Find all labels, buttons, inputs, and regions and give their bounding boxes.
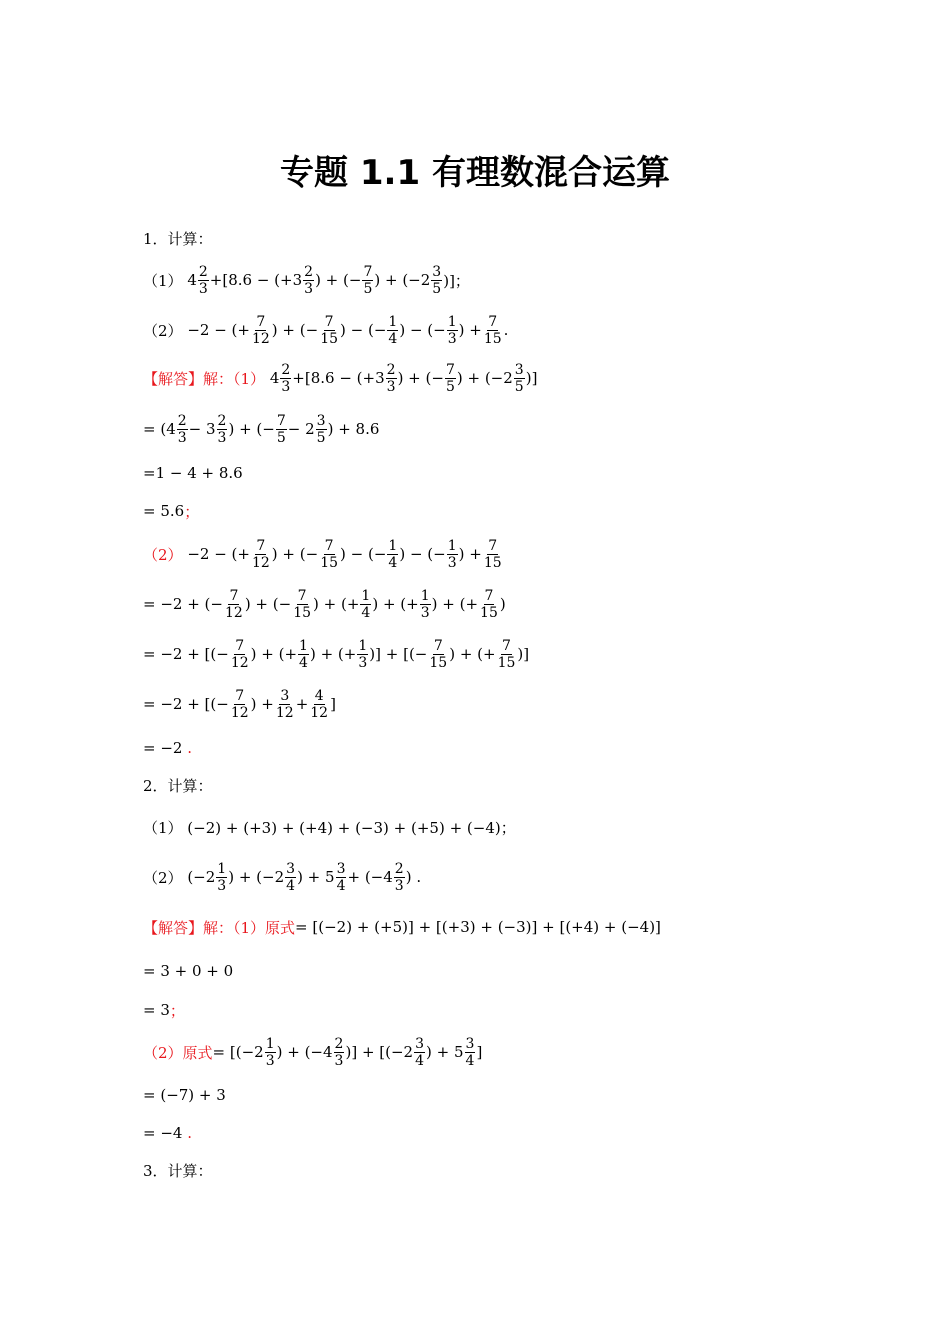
numerator: 3 bbox=[336, 860, 346, 877]
text: ) + (+ bbox=[431, 595, 479, 613]
denominator: 4 bbox=[415, 1052, 425, 1069]
fraction bbox=[224, 588, 244, 621]
denominator: 15 bbox=[320, 330, 339, 347]
numerator: 3 bbox=[514, 361, 524, 378]
denominator: 5 bbox=[363, 280, 373, 297]
denominator: 3 bbox=[304, 280, 314, 297]
text: (−2 bbox=[187, 868, 216, 886]
text: ) + (+ bbox=[250, 645, 298, 663]
fraction bbox=[483, 314, 503, 347]
denominator: 3 bbox=[358, 654, 368, 671]
text: − 2 bbox=[287, 420, 315, 438]
fraction bbox=[292, 588, 312, 621]
numerator: 7 bbox=[324, 313, 334, 330]
numerator: 7 bbox=[324, 537, 334, 554]
part-index: （2）原式 bbox=[143, 1043, 213, 1062]
numerator: 3 bbox=[415, 1035, 425, 1052]
text: = −2 + [(− bbox=[143, 695, 229, 713]
fraction bbox=[309, 688, 329, 721]
denominator: 4 bbox=[299, 654, 308, 671]
denominator: 4 bbox=[286, 877, 296, 894]
numerator: 2 bbox=[394, 860, 404, 877]
text: ) − (− bbox=[399, 321, 446, 339]
fraction bbox=[303, 264, 314, 297]
q1-label: 1．计算： bbox=[143, 229, 213, 248]
denominator: 3 bbox=[447, 554, 457, 571]
fraction bbox=[276, 413, 287, 446]
numerator: 7 bbox=[488, 313, 498, 330]
fraction bbox=[360, 588, 371, 621]
fraction bbox=[216, 861, 227, 894]
denominator: 3 bbox=[386, 378, 396, 395]
text: )] + [(− bbox=[369, 645, 428, 663]
numerator: 2 bbox=[217, 412, 227, 429]
part-index: （2） bbox=[143, 545, 183, 564]
denominator: 4 bbox=[361, 604, 371, 621]
text: + bbox=[295, 695, 309, 713]
fraction bbox=[387, 538, 398, 571]
a2-step1: = 3 + 0 + 0 bbox=[143, 962, 234, 980]
denominator: 3 bbox=[265, 1052, 275, 1069]
text: −2 − (+ bbox=[187, 545, 250, 563]
text: ) − (− bbox=[340, 545, 387, 563]
denominator: 12 bbox=[310, 704, 329, 721]
numerator: 1 bbox=[299, 637, 308, 654]
fraction bbox=[316, 413, 327, 446]
text: = [(−2) + (+5)] + [(+3) + (−3)] + [(+4) + (−4)] bbox=[295, 918, 661, 936]
a1-part2-step0 bbox=[143, 534, 504, 574]
fraction bbox=[497, 638, 517, 671]
numerator: 7 bbox=[484, 587, 494, 604]
punctuation: . bbox=[187, 1124, 193, 1142]
text: ) + (−2 bbox=[374, 271, 431, 289]
fraction bbox=[217, 413, 228, 446]
text: ) + (− bbox=[228, 420, 275, 438]
fraction bbox=[298, 638, 309, 671]
text: )] bbox=[517, 645, 530, 663]
denominator: 5 bbox=[432, 280, 442, 297]
fraction bbox=[198, 264, 209, 297]
denominator: 5 bbox=[445, 378, 455, 395]
text: − 3 bbox=[188, 420, 216, 438]
text: + (−4 bbox=[347, 868, 393, 886]
fraction bbox=[514, 362, 525, 395]
numerator: 7 bbox=[256, 537, 266, 554]
a1-step2: =1 − 4 + 8.6 bbox=[143, 464, 243, 482]
a1-step0 bbox=[143, 358, 537, 398]
fraction bbox=[420, 588, 431, 621]
text: ) + (− bbox=[244, 595, 292, 613]
text: = −2 + [(− bbox=[143, 645, 229, 663]
fraction bbox=[431, 264, 442, 297]
numerator: 2 bbox=[281, 361, 291, 378]
text: ) + bbox=[458, 545, 482, 563]
text: ) − (− bbox=[340, 321, 387, 339]
numerator: 7 bbox=[297, 587, 307, 604]
fraction bbox=[177, 413, 188, 446]
denominator: 4 bbox=[388, 330, 398, 347]
fraction bbox=[387, 314, 398, 347]
fraction bbox=[386, 362, 397, 395]
q2-part1: （1） (−2) + (+3) + (+4) + (−3) + (+5) + (−4)； bbox=[143, 818, 516, 837]
denominator: 3 bbox=[198, 280, 208, 297]
text: ) + (−4 bbox=[276, 1043, 333, 1061]
denominator: 4 bbox=[388, 554, 398, 571]
text: )] bbox=[525, 369, 538, 387]
numerator: 7 bbox=[235, 637, 245, 654]
a1-step3 bbox=[143, 491, 199, 531]
fraction bbox=[285, 861, 296, 894]
denominator: 3 bbox=[217, 429, 227, 446]
a1-part2-step3 bbox=[143, 684, 336, 724]
text: = (4 bbox=[143, 420, 176, 438]
text: = 3 bbox=[143, 1001, 170, 1019]
text: ) + 5 bbox=[426, 1043, 464, 1061]
denominator: 4 bbox=[336, 877, 346, 894]
numerator: 1 bbox=[265, 1035, 275, 1052]
punctuation: . bbox=[187, 739, 193, 757]
text: = −2 + (− bbox=[143, 595, 223, 613]
denominator: 15 bbox=[429, 654, 448, 671]
q2-part2 bbox=[143, 857, 421, 897]
fraction bbox=[414, 1036, 425, 1069]
fraction bbox=[394, 861, 405, 894]
numerator: 3 bbox=[280, 687, 290, 704]
fraction bbox=[479, 588, 499, 621]
fraction bbox=[275, 688, 295, 721]
fraction bbox=[447, 314, 458, 347]
text: ) + 5 bbox=[297, 868, 335, 886]
numerator: 1 bbox=[361, 587, 371, 604]
text: ) + (+ bbox=[372, 595, 419, 613]
denominator: 15 bbox=[497, 654, 516, 671]
q1-part1 bbox=[143, 260, 470, 300]
q2-label: 2．计算： bbox=[143, 776, 213, 795]
fraction bbox=[230, 638, 250, 671]
text: −2 − (+ bbox=[187, 321, 250, 339]
punctuation: ； bbox=[169, 1001, 185, 1020]
numerator: 7 bbox=[363, 263, 373, 280]
text: = [(−2 bbox=[212, 1043, 264, 1061]
a1-part2-step1 bbox=[143, 584, 506, 624]
numerator: 3 bbox=[286, 860, 296, 877]
numerator: 7 bbox=[229, 587, 239, 604]
a2-step2 bbox=[143, 990, 185, 1030]
text: 4 bbox=[187, 271, 197, 289]
numerator: 2 bbox=[334, 1035, 344, 1052]
q1-part2 bbox=[143, 310, 508, 350]
denominator: 12 bbox=[230, 704, 249, 721]
fraction bbox=[280, 362, 291, 395]
text: ] bbox=[330, 695, 336, 713]
denominator: 5 bbox=[514, 378, 524, 395]
text: ) + bbox=[250, 695, 274, 713]
fraction bbox=[357, 638, 368, 671]
text: )]； bbox=[443, 271, 470, 290]
numerator: 7 bbox=[256, 313, 266, 330]
text: ) − (− bbox=[399, 545, 446, 563]
denominator: 3 bbox=[394, 877, 404, 894]
fraction bbox=[428, 638, 448, 671]
denominator: 3 bbox=[177, 429, 187, 446]
denominator: 15 bbox=[483, 554, 502, 571]
punctuation: ； bbox=[184, 502, 200, 521]
denominator: 5 bbox=[276, 429, 286, 446]
a1-step1 bbox=[143, 409, 379, 449]
numerator: 1 bbox=[447, 537, 457, 554]
fraction bbox=[465, 1036, 476, 1069]
text: ) + (− bbox=[271, 545, 319, 563]
text: ) + (− bbox=[315, 271, 362, 289]
part-index: （2） bbox=[143, 868, 183, 887]
denominator: 12 bbox=[251, 330, 270, 347]
text: ] bbox=[476, 1043, 483, 1061]
numerator: 2 bbox=[198, 263, 208, 280]
denominator: 15 bbox=[483, 330, 502, 347]
a2-part2-step2 bbox=[143, 1113, 192, 1153]
a1-part2-step2 bbox=[143, 634, 529, 674]
numerator: 4 bbox=[314, 687, 324, 704]
text: )] + [(−2 bbox=[345, 1043, 414, 1061]
text: ) . bbox=[405, 868, 422, 886]
a1-part2-step4 bbox=[143, 728, 192, 768]
text: = 5.6 bbox=[143, 502, 185, 520]
denominator: 12 bbox=[230, 654, 249, 671]
text: 4 bbox=[269, 369, 280, 387]
fraction bbox=[230, 688, 250, 721]
fraction bbox=[251, 314, 271, 347]
denominator: 15 bbox=[480, 604, 498, 621]
a2-part2-step1: = (−7) + 3 bbox=[143, 1086, 226, 1104]
fraction bbox=[319, 538, 339, 571]
numerator: 7 bbox=[445, 361, 455, 378]
numerator: 2 bbox=[386, 361, 396, 378]
text: ) + (− bbox=[271, 321, 319, 339]
text: ) + (+ bbox=[313, 595, 360, 613]
fraction bbox=[251, 538, 271, 571]
numerator: 1 bbox=[217, 860, 227, 877]
part-index: （2） bbox=[143, 321, 183, 340]
numerator: 1 bbox=[447, 313, 457, 330]
denominator: 3 bbox=[334, 1052, 344, 1069]
q3-label: 3．计算： bbox=[143, 1161, 213, 1180]
numerator: 7 bbox=[235, 687, 245, 704]
part-index: （1） bbox=[143, 271, 183, 290]
numerator: 2 bbox=[177, 412, 187, 429]
text: ) bbox=[499, 595, 506, 613]
fraction bbox=[447, 538, 458, 571]
text: = −2 bbox=[143, 739, 183, 757]
answer-heading: 【解答】解：（1） bbox=[143, 369, 266, 388]
denominator: 12 bbox=[275, 704, 294, 721]
a2-step0 bbox=[143, 907, 661, 947]
fraction bbox=[362, 264, 373, 297]
numerator: 1 bbox=[358, 637, 368, 654]
fraction bbox=[334, 1036, 345, 1069]
denominator: 3 bbox=[447, 330, 457, 347]
numerator: 1 bbox=[388, 537, 398, 554]
denominator: 3 bbox=[217, 877, 227, 894]
text: ) + (−2 bbox=[228, 868, 285, 886]
text: ) + bbox=[458, 321, 482, 339]
fraction bbox=[483, 538, 503, 571]
text: ) + (+ bbox=[309, 645, 357, 663]
denominator: 5 bbox=[316, 429, 326, 446]
text: +[8.6 − (+3 bbox=[292, 369, 385, 387]
text: . bbox=[503, 321, 509, 339]
numerator: 7 bbox=[488, 537, 498, 554]
numerator: 3 bbox=[432, 263, 442, 280]
denominator: 12 bbox=[224, 604, 243, 621]
fraction bbox=[265, 1036, 276, 1069]
numerator: 7 bbox=[276, 412, 286, 429]
numerator: 3 bbox=[316, 412, 326, 429]
fraction bbox=[319, 314, 339, 347]
a2-part2-step0 bbox=[143, 1032, 482, 1072]
text: ) + 8.6 bbox=[327, 420, 380, 438]
denominator: 3 bbox=[420, 604, 430, 621]
text: ) + (−2 bbox=[456, 369, 513, 387]
numerator: 1 bbox=[420, 587, 430, 604]
denominator: 4 bbox=[465, 1052, 475, 1069]
text: ) + (− bbox=[397, 369, 444, 387]
page-title: 专题 1.1 有理数混合运算 bbox=[280, 153, 670, 193]
text: ) + (+ bbox=[449, 645, 496, 663]
denominator: 3 bbox=[281, 378, 291, 395]
numerator: 7 bbox=[433, 637, 443, 654]
text: +[8.6 − (+3 bbox=[209, 271, 303, 289]
numerator: 2 bbox=[304, 263, 314, 280]
text: = −4 bbox=[143, 1124, 183, 1142]
fraction bbox=[336, 861, 347, 894]
denominator: 15 bbox=[293, 604, 312, 621]
numerator: 3 bbox=[465, 1035, 475, 1052]
denominator: 12 bbox=[251, 554, 270, 571]
denominator: 15 bbox=[320, 554, 339, 571]
fraction bbox=[445, 362, 456, 395]
numerator: 7 bbox=[502, 637, 511, 654]
numerator: 1 bbox=[388, 313, 398, 330]
answer-heading: 【解答】解：（1）原式 bbox=[143, 918, 296, 937]
